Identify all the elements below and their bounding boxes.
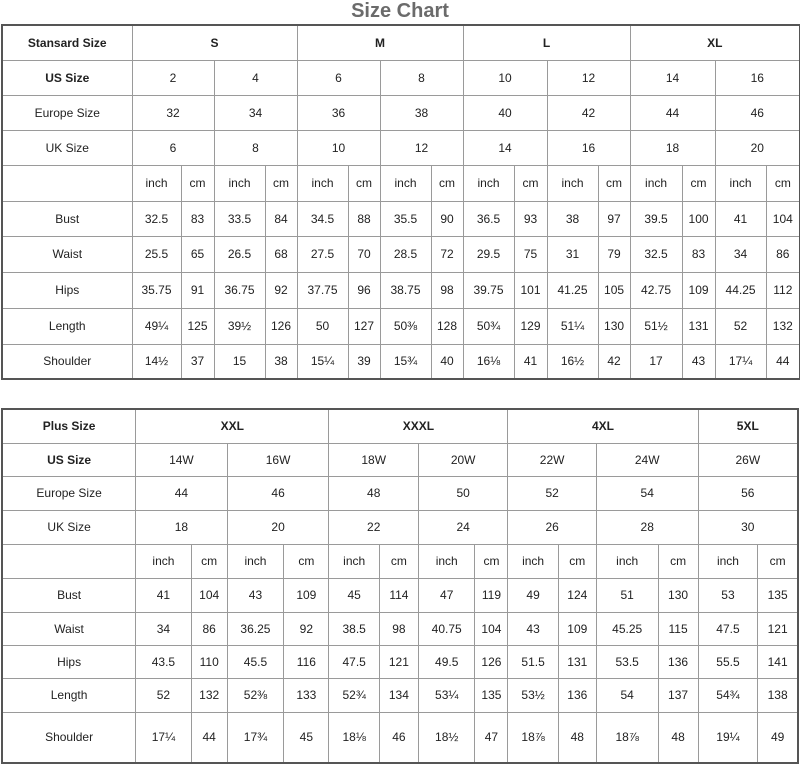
- table-cell: 8: [380, 60, 463, 95]
- table-cell: 20: [715, 130, 800, 165]
- table-cell: 121: [379, 645, 418, 678]
- table-cell: 35.75: [132, 272, 181, 308]
- table-cell: 32: [132, 95, 214, 130]
- table-row: [2, 130, 800, 165]
- table-row: [2, 344, 800, 379]
- table-cell: 135: [758, 578, 798, 612]
- table-cell: 2: [132, 60, 214, 95]
- table-cell: 65: [181, 236, 214, 272]
- unit-header: cm: [475, 544, 508, 578]
- table-cell: 41: [514, 344, 547, 379]
- row-label: Shoulder: [2, 712, 136, 763]
- table-cell: 48: [329, 476, 418, 510]
- table-cell: 79: [598, 236, 630, 272]
- plus-size-table: [1, 408, 799, 764]
- table-cell: 50: [297, 308, 348, 344]
- table-cell: 112: [766, 272, 800, 308]
- table-cell: 54: [596, 476, 698, 510]
- table-row: [2, 645, 798, 678]
- table-cell: 104: [475, 612, 508, 645]
- table-cell: 44: [630, 95, 715, 130]
- row-label: Hips: [2, 272, 132, 308]
- table-cell: 49: [758, 712, 798, 763]
- table-cell: 47.5: [329, 645, 379, 678]
- table-cell: 38: [547, 201, 598, 236]
- table-cell: 30: [698, 510, 798, 544]
- table-cell: 41: [715, 201, 766, 236]
- table-cell: 138: [758, 678, 798, 712]
- table-row: [2, 201, 800, 236]
- table-cell: 130: [658, 578, 698, 612]
- unit-header: inch: [463, 165, 514, 201]
- table-cell: 32.5: [630, 236, 682, 272]
- table-cell: 115: [658, 612, 698, 645]
- table-cell: 18W: [329, 443, 418, 476]
- unit-header: cm: [379, 544, 418, 578]
- row-label: Bust: [2, 201, 132, 236]
- table-row: [2, 165, 800, 201]
- table-cell: 50: [418, 476, 507, 510]
- table-cell: 131: [682, 308, 715, 344]
- unit-header: inch: [227, 544, 284, 578]
- table-cell: 101: [514, 272, 547, 308]
- table-cell: 70: [348, 236, 380, 272]
- table-cell: 16: [547, 130, 630, 165]
- table-cell: 16⅛: [463, 344, 514, 379]
- table-cell: 52¾: [329, 678, 379, 712]
- row-label: UK Size: [2, 130, 132, 165]
- table-cell: 72: [431, 236, 463, 272]
- standard-measurement-rows: [2, 201, 800, 379]
- table-cell: 132: [766, 308, 800, 344]
- row-label: [2, 544, 136, 578]
- table-cell: 14W: [136, 443, 228, 476]
- row-label: Length: [2, 308, 132, 344]
- unit-header: inch: [297, 165, 348, 201]
- table-cell: 37: [181, 344, 214, 379]
- table-cell: 44: [136, 476, 228, 510]
- table-cell: 53.5: [596, 645, 658, 678]
- table-cell: 47.5: [698, 612, 758, 645]
- table-cell: 36.25: [227, 612, 284, 645]
- table-cell: 129: [514, 308, 547, 344]
- table-cell: 98: [431, 272, 463, 308]
- row-label: US Size: [2, 60, 132, 95]
- table-cell: 53½: [508, 678, 558, 712]
- table-cell: 130: [598, 308, 630, 344]
- table-cell: 109: [558, 612, 596, 645]
- table-cell: 44: [766, 344, 800, 379]
- unit-header: cm: [514, 165, 547, 201]
- table-cell: 91: [181, 272, 214, 308]
- table-cell: 39: [348, 344, 380, 379]
- table-cell: 126: [265, 308, 297, 344]
- table-cell: 141: [758, 645, 798, 678]
- unit-header: cm: [766, 165, 800, 201]
- table-cell: 43.5: [136, 645, 192, 678]
- table-cell: 51¼: [547, 308, 598, 344]
- table-cell: 18½: [418, 712, 475, 763]
- table-cell: 50¾: [463, 308, 514, 344]
- table-cell: 17¼: [715, 344, 766, 379]
- row-label: Shoulder: [2, 344, 132, 379]
- table-cell: 20: [227, 510, 329, 544]
- table-cell: 31: [547, 236, 598, 272]
- table-row: [2, 476, 798, 510]
- table-cell: 16½: [547, 344, 598, 379]
- table-cell: 22: [329, 510, 418, 544]
- table-cell: 68: [265, 236, 297, 272]
- table-cell: 53: [698, 578, 758, 612]
- table-cell: 6: [297, 60, 380, 95]
- table-cell: 43: [682, 344, 715, 379]
- table-cell: 83: [181, 201, 214, 236]
- table-cell: 92: [284, 612, 329, 645]
- table-cell: 14: [463, 130, 547, 165]
- table-cell: 44: [191, 712, 227, 763]
- table-cell: 104: [766, 201, 800, 236]
- size-group-4xl: 4XL: [508, 409, 698, 443]
- table-cell: 86: [766, 236, 800, 272]
- unit-header: cm: [558, 544, 596, 578]
- table-cell: 96: [348, 272, 380, 308]
- table-cell: 12: [380, 130, 463, 165]
- table-cell: 136: [658, 645, 698, 678]
- table-cell: 15¼: [297, 344, 348, 379]
- unit-header: inch: [380, 165, 431, 201]
- table-cell: 47: [418, 578, 475, 612]
- table-cell: 34: [214, 95, 297, 130]
- table-cell: 39½: [214, 308, 265, 344]
- table-cell: 17: [630, 344, 682, 379]
- table-cell: 45.25: [596, 612, 658, 645]
- table-cell: 86: [191, 612, 227, 645]
- table-row: [2, 443, 798, 476]
- table-cell: 51½: [630, 308, 682, 344]
- table-cell: 14: [630, 60, 715, 95]
- table-cell: 84: [265, 201, 297, 236]
- table-cell: 119: [475, 578, 508, 612]
- table-row: [2, 712, 798, 763]
- table-cell: 109: [682, 272, 715, 308]
- table-cell: 40: [431, 344, 463, 379]
- table-cell: 37.75: [297, 272, 348, 308]
- row-label: [2, 165, 132, 201]
- table-cell: 6: [132, 130, 214, 165]
- table-cell: 110: [191, 645, 227, 678]
- unit-header: inch: [630, 165, 682, 201]
- row-label: Waist: [2, 236, 132, 272]
- table-cell: 28: [596, 510, 698, 544]
- table-cell: 41.25: [547, 272, 598, 308]
- table-row: [2, 95, 800, 130]
- size-group-xxl: XXL: [136, 409, 329, 443]
- table-cell: 24: [418, 510, 507, 544]
- table-cell: 33.5: [214, 201, 265, 236]
- table-cell: 10: [463, 60, 547, 95]
- table-cell: 88: [348, 201, 380, 236]
- table-cell: 17¼: [136, 712, 192, 763]
- table-cell: 35.5: [380, 201, 431, 236]
- table-cell: 43: [508, 612, 558, 645]
- unit-header: inch: [329, 544, 379, 578]
- table-cell: 52: [715, 308, 766, 344]
- size-group-m: M: [297, 25, 463, 60]
- standard-size-table: [1, 24, 800, 380]
- table-cell: 38.75: [380, 272, 431, 308]
- size-group-xl: XL: [630, 25, 800, 60]
- row-label: US Size: [2, 443, 136, 476]
- table-cell: 52⅜: [227, 678, 284, 712]
- table-cell: 15: [214, 344, 265, 379]
- table-cell: 105: [598, 272, 630, 308]
- unit-header: cm: [658, 544, 698, 578]
- table-cell: 104: [191, 578, 227, 612]
- table-cell: 36.75: [214, 272, 265, 308]
- table-cell: 22W: [508, 443, 596, 476]
- table-cell: 98: [379, 612, 418, 645]
- table-cell: 18: [630, 130, 715, 165]
- table-cell: 75: [514, 236, 547, 272]
- page-title: Size Chart: [351, 0, 449, 22]
- table-cell: 46: [715, 95, 800, 130]
- row-label: Bust: [2, 578, 136, 612]
- table-cell: 52: [136, 678, 192, 712]
- table-cell: 121: [758, 612, 798, 645]
- table-cell: 51.5: [508, 645, 558, 678]
- table-cell: 135: [475, 678, 508, 712]
- table-row: [2, 409, 798, 443]
- table-cell: 38: [265, 344, 297, 379]
- table-cell: 93: [514, 201, 547, 236]
- unit-header: inch: [596, 544, 658, 578]
- table-row: [2, 612, 798, 645]
- table-cell: 127: [348, 308, 380, 344]
- table-row: [2, 236, 800, 272]
- table-cell: 12: [547, 60, 630, 95]
- table-cell: 97: [598, 201, 630, 236]
- size-group-5xl: 5XL: [698, 409, 798, 443]
- table-cell: 114: [379, 578, 418, 612]
- table-cell: 18: [136, 510, 228, 544]
- row-header-label: Plus Size: [2, 409, 136, 443]
- table-cell: 34.5: [297, 201, 348, 236]
- table-cell: 41: [136, 578, 192, 612]
- table-cell: 25.5: [132, 236, 181, 272]
- table-cell: 83: [682, 236, 715, 272]
- table-cell: 40: [463, 95, 547, 130]
- table-cell: 36: [297, 95, 380, 130]
- table-cell: 34: [715, 236, 766, 272]
- table-cell: 18⅞: [508, 712, 558, 763]
- table-cell: 19¼: [698, 712, 758, 763]
- unit-header: cm: [598, 165, 630, 201]
- plus-measurement-rows: [2, 578, 798, 763]
- size-group-xxxl: XXXL: [329, 409, 508, 443]
- table-cell: 26.5: [214, 236, 265, 272]
- table-cell: 100: [682, 201, 715, 236]
- unit-header: inch: [136, 544, 192, 578]
- table-cell: 90: [431, 201, 463, 236]
- table-row: [2, 678, 798, 712]
- unit-header: inch: [715, 165, 766, 201]
- row-label: Hips: [2, 645, 136, 678]
- table-cell: 125: [181, 308, 214, 344]
- table-cell: 38: [380, 95, 463, 130]
- table-row: [2, 510, 798, 544]
- table-cell: 126: [475, 645, 508, 678]
- table-cell: 109: [284, 578, 329, 612]
- table-cell: 42: [547, 95, 630, 130]
- row-label: UK Size: [2, 510, 136, 544]
- table-cell: 20W: [418, 443, 507, 476]
- table-cell: 137: [658, 678, 698, 712]
- table-cell: 39.5: [630, 201, 682, 236]
- table-cell: 29.5: [463, 236, 514, 272]
- table-cell: 40.75: [418, 612, 475, 645]
- table-cell: 43: [227, 578, 284, 612]
- table-cell: 36.5: [463, 201, 514, 236]
- table-row: [2, 60, 800, 95]
- table-cell: 15¾: [380, 344, 431, 379]
- row-label: Europe Size: [2, 95, 132, 130]
- table-cell: 128: [431, 308, 463, 344]
- unit-header: inch: [508, 544, 558, 578]
- unit-header: inch: [214, 165, 265, 201]
- table-cell: 24W: [596, 443, 698, 476]
- unit-header: cm: [284, 544, 329, 578]
- table-cell: 4: [214, 60, 297, 95]
- table-cell: 134: [379, 678, 418, 712]
- row-label: Europe Size: [2, 476, 136, 510]
- table-cell: 48: [658, 712, 698, 763]
- table-cell: 17¾: [227, 712, 284, 763]
- table-cell: 42.75: [630, 272, 682, 308]
- table-cell: 38.5: [329, 612, 379, 645]
- table-cell: 18⅞: [596, 712, 658, 763]
- table-cell: 136: [558, 678, 596, 712]
- table-cell: 8: [214, 130, 297, 165]
- table-cell: 32.5: [132, 201, 181, 236]
- table-cell: 26W: [698, 443, 798, 476]
- row-label: Length: [2, 678, 136, 712]
- table-cell: 51: [596, 578, 658, 612]
- table-cell: 49: [508, 578, 558, 612]
- unit-header: cm: [348, 165, 380, 201]
- table-cell: 14½: [132, 344, 181, 379]
- unit-header: cm: [265, 165, 297, 201]
- unit-header: cm: [191, 544, 227, 578]
- table-cell: 52: [508, 476, 596, 510]
- table-cell: 34: [136, 612, 192, 645]
- table-cell: 18⅛: [329, 712, 379, 763]
- row-header-label: Stansard Size: [2, 25, 132, 60]
- table-cell: 16W: [227, 443, 329, 476]
- table-cell: 28.5: [380, 236, 431, 272]
- table-row: [2, 544, 798, 578]
- table-cell: 133: [284, 678, 329, 712]
- table-row: [2, 308, 800, 344]
- table-cell: 46: [227, 476, 329, 510]
- table-row: [2, 272, 800, 308]
- table-cell: 131: [558, 645, 596, 678]
- table-cell: 16: [715, 60, 800, 95]
- unit-header: cm: [682, 165, 715, 201]
- table-cell: 42: [598, 344, 630, 379]
- size-group-s: S: [132, 25, 297, 60]
- table-row: [2, 25, 800, 60]
- table-cell: 26: [508, 510, 596, 544]
- table-row: [2, 578, 798, 612]
- unit-header: cm: [758, 544, 798, 578]
- table-cell: 54: [596, 678, 658, 712]
- table-cell: 54¾: [698, 678, 758, 712]
- table-cell: 45.5: [227, 645, 284, 678]
- table-cell: 44.25: [715, 272, 766, 308]
- unit-header: cm: [431, 165, 463, 201]
- table-cell: 46: [379, 712, 418, 763]
- table-cell: 10: [297, 130, 380, 165]
- table-cell: 116: [284, 645, 329, 678]
- table-cell: 92: [265, 272, 297, 308]
- table-cell: 47: [475, 712, 508, 763]
- table-cell: 49.5: [418, 645, 475, 678]
- table-cell: 132: [191, 678, 227, 712]
- unit-header: cm: [181, 165, 214, 201]
- unit-header: inch: [418, 544, 475, 578]
- table-cell: 45: [284, 712, 329, 763]
- table-cell: 56: [698, 476, 798, 510]
- table-cell: 48: [558, 712, 596, 763]
- unit-header: inch: [698, 544, 758, 578]
- unit-header: inch: [547, 165, 598, 201]
- table-cell: 53¼: [418, 678, 475, 712]
- table-cell: 45: [329, 578, 379, 612]
- size-group-l: L: [463, 25, 630, 60]
- table-cell: 55.5: [698, 645, 758, 678]
- row-label: Waist: [2, 612, 136, 645]
- table-cell: 39.75: [463, 272, 514, 308]
- table-cell: 49¼: [132, 308, 181, 344]
- table-cell: 50⅜: [380, 308, 431, 344]
- unit-header: inch: [132, 165, 181, 201]
- table-cell: 124: [558, 578, 596, 612]
- table-cell: 27.5: [297, 236, 348, 272]
